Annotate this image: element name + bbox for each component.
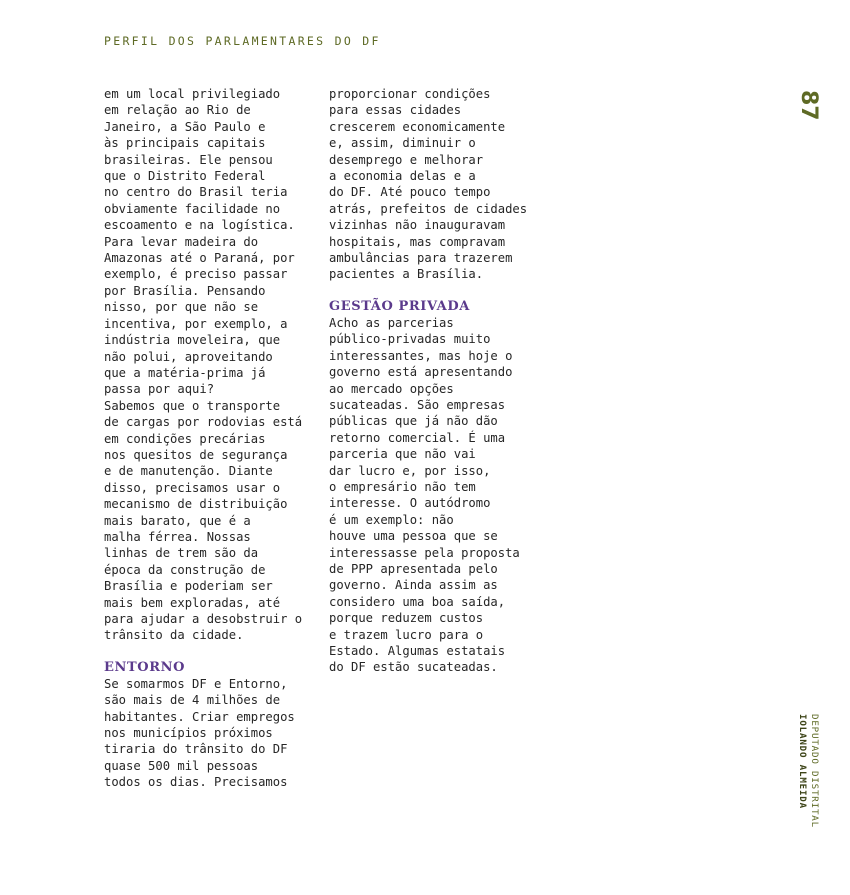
- text-line: porque reduzem custos: [329, 611, 484, 626]
- text-line: de cargas por rodovias está: [104, 415, 303, 430]
- text-line: atrás, prefeitos de cidades: [329, 201, 528, 216]
- text-line: de PPP apresentada pelo: [329, 561, 498, 576]
- text-line: sucateadas. São empresas: [329, 397, 506, 412]
- text-line: por Brasília. Pensando: [104, 283, 266, 298]
- page-number: 87: [796, 90, 821, 121]
- text-line: a economia delas e a: [329, 169, 476, 184]
- text-line: governo está apresentando: [329, 365, 513, 380]
- text-line: Para levar madeira do: [104, 234, 259, 249]
- text-line: nisso, por que não se: [104, 300, 259, 315]
- text-line: são mais de 4 milhões de: [104, 693, 281, 708]
- text-line: ambulâncias para trazerem: [329, 251, 513, 266]
- text-line: hospitais, mas compravam: [329, 234, 506, 249]
- text-line: pacientes a Brasília.: [329, 267, 484, 282]
- text-line: interessantes, mas hoje o: [329, 348, 513, 363]
- text-line: incentiva, por exemplo, a: [104, 316, 288, 331]
- text-line: mecanismo de distribuição: [104, 497, 288, 512]
- section-heading-gestao-privada: GESTÃO PRIVADA: [329, 298, 470, 314]
- right-text-column: [329, 86, 544, 676]
- text-line: quase 500 mil pessoas: [104, 758, 259, 773]
- text-line: linhas de trem são da: [104, 546, 259, 561]
- text-line: trânsito da cidade.: [104, 628, 244, 643]
- text-line: mais bem exploradas, até: [104, 595, 281, 610]
- text-line: retorno comercial. É uma: [329, 430, 506, 445]
- text-line: Acho as parcerias: [329, 315, 454, 330]
- text-line: Sabemos que o transporte: [104, 398, 281, 413]
- text-line: obviamente facilidade no: [104, 201, 281, 216]
- text-line: crescerem economicamente: [329, 119, 506, 134]
- text-line: nos quesitos de segurança: [104, 447, 288, 462]
- text-line: vizinhas não inauguravam: [329, 218, 506, 233]
- text-line: proporcionar condições: [329, 87, 491, 101]
- text-line: o empresário não tem: [329, 479, 476, 494]
- text-line: públicas que já não dão: [329, 414, 498, 429]
- text-line: época da construção de: [104, 562, 266, 577]
- text-line: público-privadas muito: [329, 332, 491, 347]
- text-line: do DF estão sucateadas.: [329, 660, 498, 675]
- text-line: Janeiro, a São Paulo e: [104, 119, 266, 134]
- text-line: para ajudar a desobstruir o: [104, 612, 303, 626]
- text-line: no centro do Brasil teria: [104, 185, 288, 200]
- text-line: ao mercado opções: [329, 381, 454, 396]
- text-line: exemplo, é preciso passar: [104, 267, 288, 282]
- text-line: Amazonas até o Paraná, por: [104, 251, 295, 266]
- right-paragraph: [329, 86, 544, 283]
- entorno-paragraph: [104, 676, 319, 791]
- text-line: todos os dias. Precisamos: [104, 775, 288, 790]
- text-line: Se somarmos DF e Entorno,: [104, 676, 288, 691]
- text-line: e trazem lucro para o: [329, 627, 484, 642]
- text-line: e de manutenção. Diante: [104, 464, 273, 479]
- text-line: não polui, aproveitando: [104, 349, 273, 364]
- text-line: que a matéria-prima já: [104, 365, 266, 380]
- section-heading-entorno: ENTORNO: [104, 659, 186, 675]
- text-line: governo. Ainda assim as: [329, 578, 498, 593]
- deputy-side-label: [796, 714, 820, 828]
- deputy-role: DEPUTADO DISTRITAL: [809, 714, 820, 828]
- text-line: malha férrea. Nossas: [104, 529, 251, 544]
- text-line: do DF. Até pouco tempo: [329, 185, 491, 200]
- text-line: nos municípios próximos: [104, 726, 273, 741]
- text-line: parceria que não vai: [329, 447, 476, 462]
- text-line: habitantes. Criar empregos: [104, 709, 295, 724]
- text-line: disso, precisamos usar o: [104, 480, 281, 495]
- text-line: considero uma boa saída,: [329, 594, 506, 609]
- text-line: indústria moveleira, que: [104, 333, 281, 348]
- text-line: para essas cidades: [329, 103, 462, 118]
- text-line: Brasília e poderiam ser: [104, 579, 273, 594]
- text-line: em relação ao Rio de: [104, 103, 251, 118]
- text-line: às principais capitais: [104, 136, 266, 151]
- running-head: PERFIL DOS PARLAMENTARES DO DF: [104, 34, 381, 48]
- text-line: passa por aqui?: [104, 382, 215, 397]
- gestao-privada-paragraph: [329, 315, 544, 676]
- text-line: Estado. Algumas estatais: [329, 644, 506, 658]
- deputy-name: IOLANDO ALMEIDA: [797, 714, 808, 809]
- text-line: interessasse pela proposta: [329, 545, 520, 560]
- text-line: interesse. O autódromo: [329, 496, 491, 511]
- text-line: mais barato, que é a: [104, 513, 251, 528]
- text-line: tiraria do trânsito do DF: [104, 742, 288, 757]
- text-line: escoamento e na logística.: [104, 218, 295, 233]
- text-line: em condições precárias: [104, 431, 266, 446]
- text-line: brasileiras. Ele pensou: [104, 152, 273, 167]
- text-line: desemprego e melhorar: [329, 152, 484, 167]
- text-line: que o Distrito Federal: [104, 169, 266, 184]
- text-line: e, assim, diminuir o: [329, 136, 476, 151]
- text-line: é um exemplo: não: [329, 512, 454, 527]
- text-line: em um local privilegiado: [104, 87, 281, 101]
- text-line: dar lucro e, por isso,: [329, 463, 491, 478]
- left-paragraph: [104, 86, 319, 644]
- left-text-column: [104, 86, 319, 791]
- text-line: houve uma pessoa que se: [329, 529, 498, 544]
